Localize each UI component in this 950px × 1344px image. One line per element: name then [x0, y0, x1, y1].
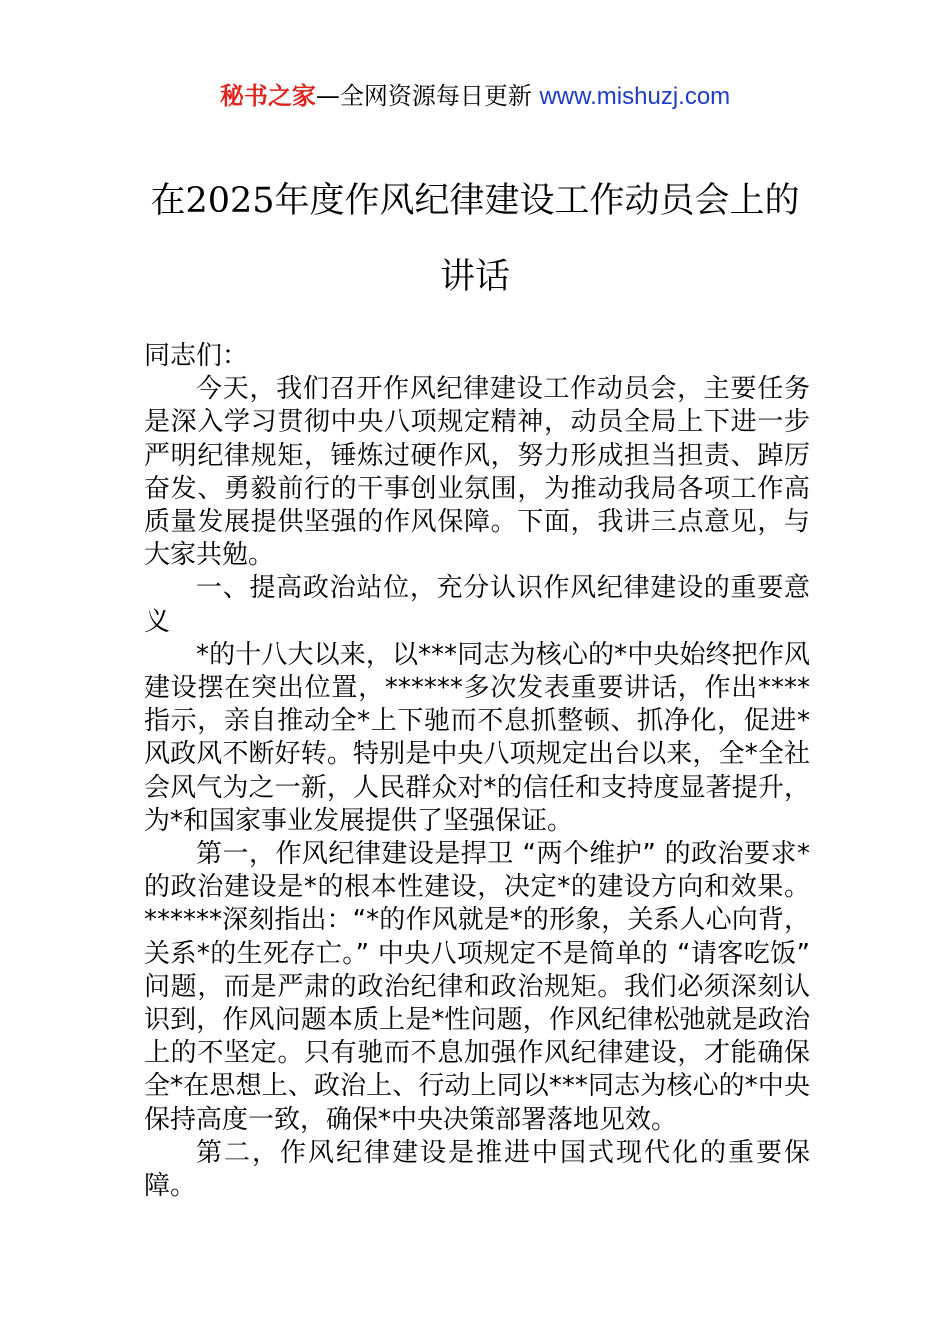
paragraph-background: *的十八大以来，以***同志为核心的*中央始终把作风建设摆在突出位置，******多次发表重要讲话，作出****指示，亲自推动全*上下驰而不息抓整顿、抓净化，促进*风政风不断好转。特别是中央八项规定出台以来，全*全社会风气为之一新，人民群众对*的信任和支持度显著提升，为*和国家事业发展提供了坚强保证。 [144, 639, 810, 836]
title-line1-rest: 年度作风纪律建设工作动员会上的 [274, 181, 800, 221]
paragraph-point-1: 第一，作风纪律建设是捍卫 “两个维护” 的政治要求*的政治建设是*的根本性建设，决定*的建设方向和效果。******深刻指出：“*的作风就是*的形象，关系人心向背，关系*的生死存亡。” 中央八项规定不是简单的 “请客吃饭” 问题，而是严肃的政治纪律和政治规矩。我们必须深刻认识到，作风问题本质上是*性问题，作风纪律松弛就是政治上的不坚定。只有驰而不息加强作风纪律建设，才能确保全*在思想上、政治上、行动上同以***同志为核心的*中央保持高度一致，确保*中央决策部署落地见效。 [144, 839, 810, 1135]
document-body [144, 340, 810, 1203]
greeting: 同志们： [144, 341, 249, 371]
site-header [0, 78, 950, 115]
paragraph-point-2: 第二，作风纪律建设是推进中国式现代化的重要保障。 [144, 1137, 810, 1202]
section-heading-1: 一、提高政治站位，充分认识作风纪律建设的重要意义 [144, 573, 810, 637]
title-line-1 [100, 176, 850, 226]
title-year: 2025 [185, 181, 275, 221]
title-line-2: 讲话 [439, 257, 510, 297]
paragraph-opening: 今天，我们召开作风纪律建设工作动员会，主要任务是深入学习贯彻中央八项规定精神，动员全局上下进一步严明纪律规矩，锤炼过硬作风，努力形成担当担责、踔厉奋发、勇毅前行的干事创业氛围，为推动我局各项工作高质量发展提供坚强的作风保障。下面，我讲三点意见，与大家共勉。 [144, 374, 810, 571]
header-tagline: —全网资源每日更新 [315, 82, 532, 110]
site-url-link[interactable]: www.mishuzj.com [539, 83, 731, 110]
title-prefix: 在 [150, 181, 186, 221]
brand-name: 秘书之家 [219, 82, 316, 110]
document-title [100, 176, 850, 328]
